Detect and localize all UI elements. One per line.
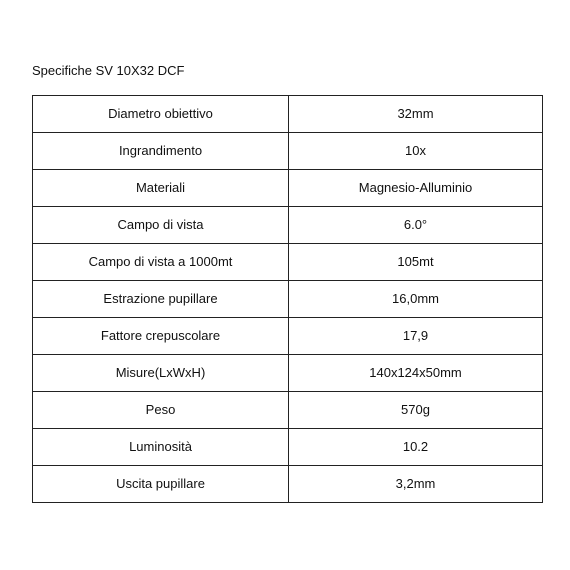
spec-label: Uscita pupillare [33, 466, 289, 503]
table-row [33, 281, 543, 318]
spec-value: 32mm [289, 96, 543, 133]
table-row [33, 392, 543, 429]
spec-value: Magnesio-Alluminio [289, 170, 543, 207]
spec-value: 10.2 [289, 429, 543, 466]
table-row [33, 318, 543, 355]
spec-label: Estrazione pupillare [33, 281, 289, 318]
table-row [33, 207, 543, 244]
spec-label: Fattore crepuscolare [33, 318, 289, 355]
spec-value: 3,2mm [289, 466, 543, 503]
spec-value: 570g [289, 392, 543, 429]
spec-label: Peso [33, 392, 289, 429]
spec-value: 16,0mm [289, 281, 543, 318]
table-row [33, 355, 543, 392]
table-row [33, 96, 543, 133]
spec-value: 17,9 [289, 318, 543, 355]
spec-table [32, 95, 543, 503]
table-row [33, 133, 543, 170]
spec-label: Campo di vista [33, 207, 289, 244]
table-row [33, 429, 543, 466]
spec-label: Campo di vista a 1000mt [33, 244, 289, 281]
table-row [33, 244, 543, 281]
spec-value: 105mt [289, 244, 543, 281]
table-row [33, 170, 543, 207]
spec-value: 10x [289, 133, 543, 170]
spec-label: Ingrandimento [33, 133, 289, 170]
table-row [33, 466, 543, 503]
spec-title: Specifiche SV 10X32 DCF [32, 63, 185, 78]
spec-label: Luminosità [33, 429, 289, 466]
spec-value: 140x124x50mm [289, 355, 543, 392]
spec-label: Diametro obiettivo [33, 96, 289, 133]
spec-label: Materiali [33, 170, 289, 207]
spec-value: 6.0° [289, 207, 543, 244]
spec-label: Misure(LxWxH) [33, 355, 289, 392]
